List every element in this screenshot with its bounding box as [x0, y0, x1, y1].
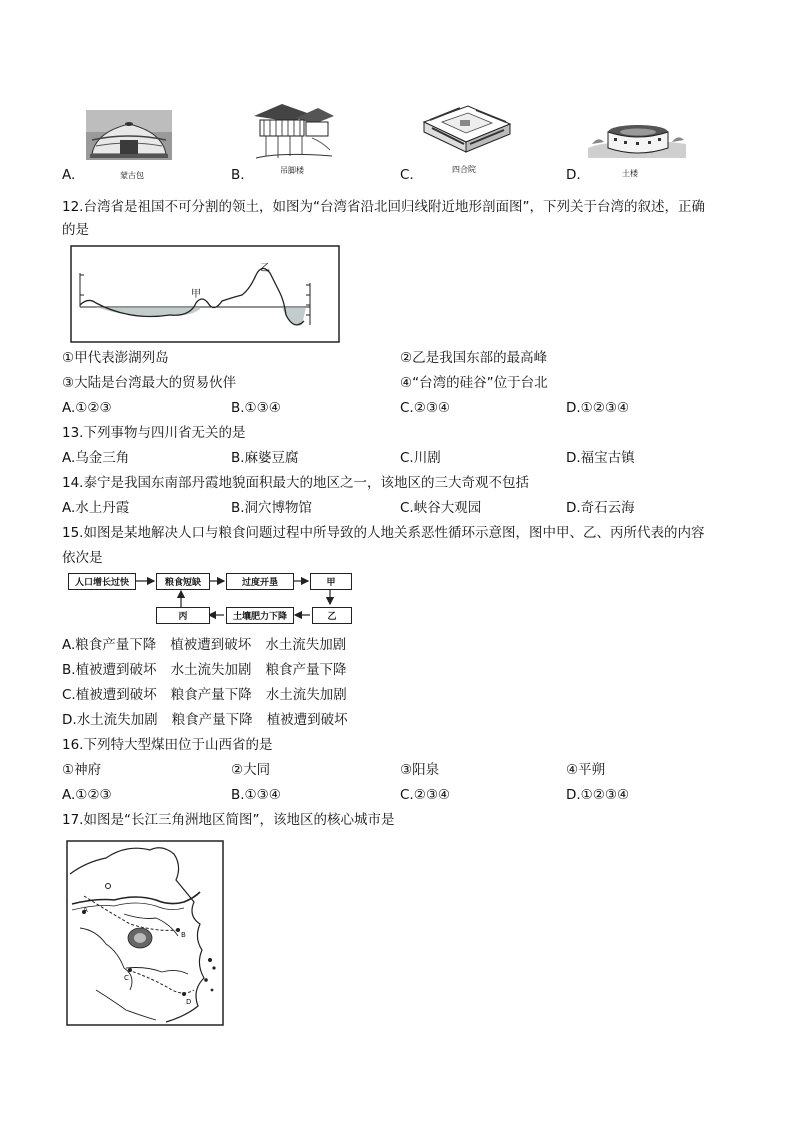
q16-statement-3: ③阳泉: [400, 762, 440, 778]
taiwan-profile-figure: [70, 245, 340, 343]
q12-statement-1: ①甲代表澎湖列岛: [62, 350, 169, 366]
q15-choice-a-letter: A.: [62, 637, 76, 653]
q12-choice-d[interactable]: D.①②③④: [566, 400, 630, 416]
q15-choice-b-item3: 粮食产量下降: [265, 662, 347, 678]
q11-option-a-letter: A.: [62, 167, 76, 183]
q13-choice-c[interactable]: C.川剧: [400, 450, 441, 466]
q11-option-b-letter: B.: [231, 167, 245, 183]
q15-choice-c-item2: 粮食产量下降: [170, 687, 252, 703]
q14-stem: 14.泰宁是我国东南部丹霞地貌面积最大的地区之一，该地区的三大奇观不包括: [62, 475, 529, 491]
q16-choice-a[interactable]: A.①②③: [62, 787, 112, 803]
q15-choice-b-item2: 水土流失加剧: [170, 662, 252, 678]
q14-choice-b[interactable]: B.洞穴博物馆: [231, 500, 313, 516]
q15-choice-c-letter: C.: [62, 687, 76, 703]
q11-caption-b: 吊脚楼: [280, 166, 304, 175]
q12-choice-b[interactable]: B.①③④: [231, 400, 281, 416]
q11-caption-d: 土楼: [622, 169, 638, 178]
stilt-house-illustration: [252, 98, 336, 175]
q15-choice-d-item3: 植被遭到破坏: [266, 712, 348, 728]
map-label-b: B: [181, 931, 186, 939]
flow-box-soil-fertility: 土壤肥力下降: [226, 607, 294, 624]
q12-statement-3: ③大陆是台湾最大的贸易伙伴: [62, 375, 237, 391]
yurt-illustration: [86, 110, 172, 180]
profile-label-yi: 乙: [260, 263, 270, 274]
q15-choice-b[interactable]: [62, 661, 347, 679]
q12-statement-4: ④“台湾的硅谷”位于台北: [400, 375, 548, 391]
q16-choice-c[interactable]: C.②③④: [400, 787, 451, 803]
profile-label-jia: 甲: [191, 289, 201, 300]
q15-stem-line2: 依次是: [62, 550, 103, 566]
q16-statement-4: ④平朔: [566, 762, 606, 778]
q11-caption-c: 四合院: [452, 165, 476, 174]
flow-box-overcultivation: 过度开垦: [226, 573, 294, 590]
q15-choice-a-item2: 植被遭到破坏: [170, 637, 252, 653]
q16-choice-b[interactable]: B.①③④: [231, 787, 281, 803]
q13-stem: 13.下列事物与四川省无关的是: [62, 425, 246, 441]
q15-choice-b-letter: B.: [62, 662, 76, 678]
q16-statement-2: ②大同: [231, 762, 271, 778]
q15-choice-a-item1: 粮食产量下降: [75, 637, 157, 653]
q15-choice-b-item1: 植被遭到破坏: [75, 662, 157, 678]
q13-choice-d[interactable]: D.福宝古镇: [566, 450, 635, 466]
q12-stem-line1: 12.台湾省是祖国不可分割的领土，如图为“台湾省沿北回归线附近地形剖面图”，下列关于台湾的叙述，正确: [62, 199, 705, 215]
yangtze-delta-map: [66, 840, 224, 1026]
q15-choice-c-item1: 植被遭到破坏: [75, 687, 157, 703]
q16-choice-d[interactable]: D.①②③④: [566, 787, 630, 803]
q13-choice-a[interactable]: A.乌金三角: [62, 450, 130, 466]
q12-stem-line2: 的是: [62, 222, 89, 238]
map-label-d: D: [186, 998, 192, 1006]
q12-statement-2: ②乙是我国东部的最高峰: [400, 350, 548, 366]
q15-choice-d-item2: 粮食产量下降: [171, 712, 253, 728]
q17-stem: 17.如图是“长江三角洲地区简图”，该地区的核心城市是: [62, 812, 395, 828]
flow-box-population-growth: 人口增长过快: [68, 573, 136, 590]
q15-choice-d-item1: 水土流失加剧: [76, 712, 158, 728]
q12-choice-c[interactable]: C.②③④: [400, 400, 451, 416]
q14-choice-c[interactable]: C.峡谷大观园: [400, 500, 482, 516]
flow-box-yi: 乙: [312, 607, 352, 624]
q14-choice-d[interactable]: D.奇石云海: [566, 500, 635, 516]
courtyard-illustration: [420, 102, 514, 174]
q15-choice-a-item3: 水土流失加剧: [265, 637, 347, 653]
q13-choice-b[interactable]: B.麻婆豆腐: [231, 450, 299, 466]
cycle-flow-diagram: [68, 572, 352, 626]
q15-choice-d-letter: D.: [62, 712, 77, 728]
q16-statement-1: ①神府: [62, 762, 102, 778]
flow-box-jia: 甲: [310, 573, 352, 590]
q11-caption-a: 蒙古包: [120, 171, 144, 180]
q15-choice-a[interactable]: [62, 636, 346, 654]
q11-option-d-letter: D.: [566, 167, 581, 183]
q15-stem-line1: 15.如图是某地解决人口与粮食问题过程中所导致的人地关系恶性循环示意图，图中甲、乙、丙所代表的内容: [62, 525, 705, 541]
flow-box-bing: 丙: [156, 607, 210, 624]
tulou-illustration: [588, 118, 686, 178]
q14-choice-a[interactable]: A.水上丹霞: [62, 500, 130, 516]
q15-choice-d[interactable]: [62, 711, 348, 729]
q12-choice-a[interactable]: A.①②③: [62, 400, 112, 416]
map-label-a: A: [83, 906, 88, 914]
q15-choice-c[interactable]: [62, 686, 347, 704]
q16-stem: 16.下列特大型煤田位于山西省的是: [62, 737, 273, 753]
map-label-c: C: [124, 974, 129, 982]
q15-choice-c-item3: 水土流失加剧: [265, 687, 347, 703]
flow-box-food-shortage: 粮食短缺: [156, 573, 210, 590]
q11-option-c-letter: C.: [400, 167, 414, 183]
